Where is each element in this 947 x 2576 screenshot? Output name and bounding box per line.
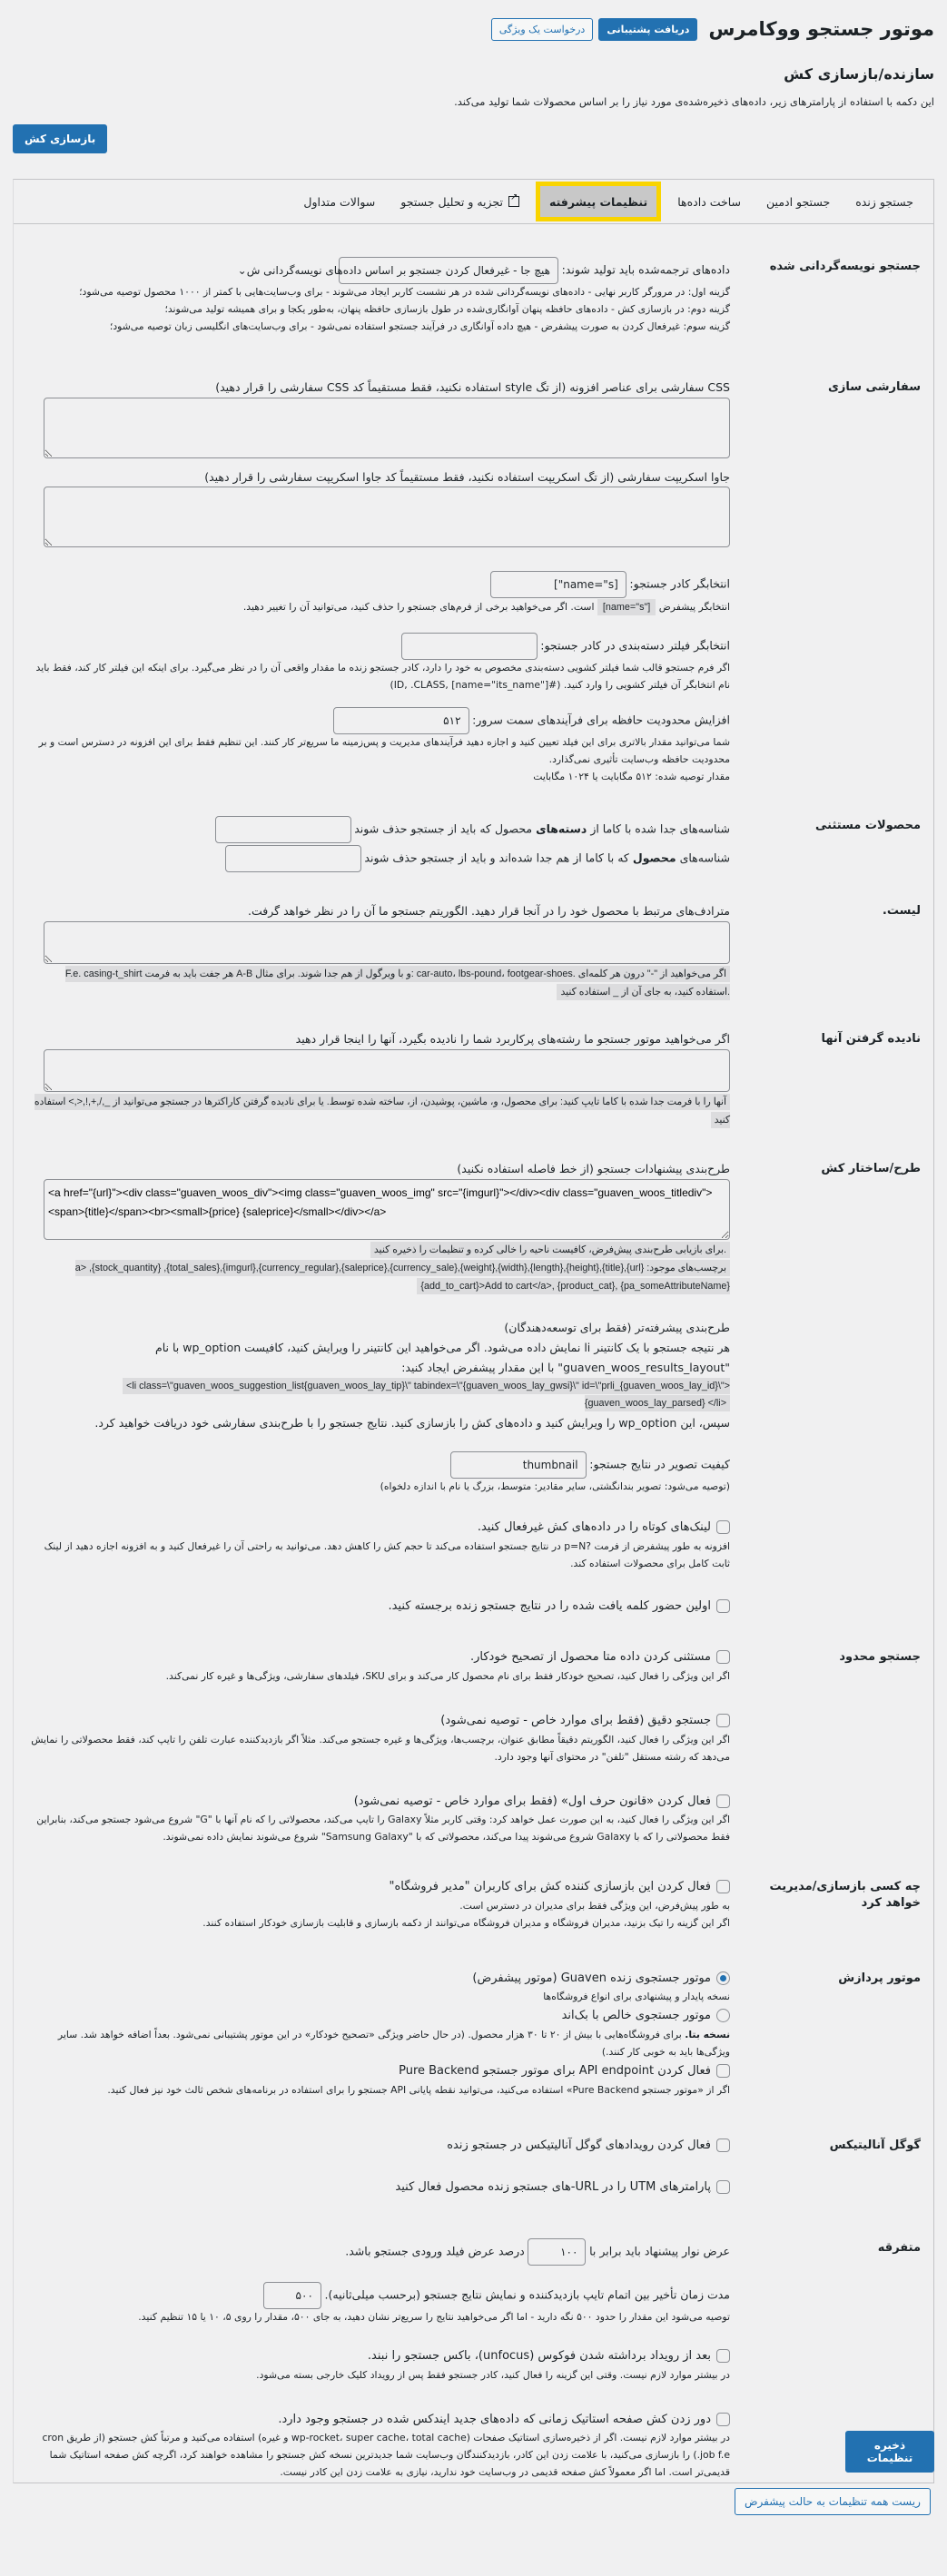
first-letter-checkbox[interactable] <box>716 1794 730 1808</box>
section-label: موتور پردازش <box>838 1971 921 1985</box>
desc-text: شما می‌توانید مقدار بالاتری برای این فیلد تعیین کنید و اجازه دهید فرآیندهای مدیریت و پس‌زمینه ما سریع‌تر کار کنند. این تنظیم فقط برای این افزونه در دسترس است و بر محدودیت حافظه وب‌سایت تأثیری نمی‌گذارد. <box>38 735 730 765</box>
desc-text: انتخابگر پیشفرض <box>658 601 730 614</box>
adv-layout-desc: هر نتیجه جستجو با یک کانتینر li نمایش داده می‌شود. اگر می‌خواهید این کانتینر را ویرایش کنید، کافیست wp_option با نام "guaven_woos_results_layout" با این مقدار پیشفرض ایجاد کنید: <box>155 1340 730 1374</box>
ga-events-checkbox[interactable] <box>716 2138 730 2152</box>
request-feature-button[interactable]: درخواست یک ویژگی <box>491 18 594 41</box>
ignore-textarea[interactable] <box>44 1049 730 1092</box>
section-label: جستجو نویسه‌گردانی شده <box>769 260 921 273</box>
option-desc: گزینه اول: در مرورگر کاربر نهایی - داده‌های نویسه‌گردانی شده در هر نشست کاربر ایجاد می‌شوند - برای وب‌سایت‌هایی با کمتر از ۱۰۰۰ محصول توصیه می‌شود؛ <box>79 286 730 298</box>
desc-text: مقدار توصیه شده: ۵۱۲ مگابایت یا ۱۰۲۴ مگابایت <box>533 770 730 782</box>
label-text: محصول که باید از جستجو حذف شوند <box>354 821 533 836</box>
section-label: سفارشی سازی <box>827 379 921 394</box>
exact-search-checkbox[interactable] <box>716 1714 730 1727</box>
desc-text: اگر این گزینه را تیک بزنید، مدیران فروشگاه و مدیران فروشگاه می‌توانند از دکمه بازسازی و قابلیت بازسازی خودکار استفاده کنند. <box>202 1916 730 1929</box>
tab-search-analytics[interactable] <box>388 180 532 223</box>
adv-layout-code: <li class=\"guaven_woos_suggestion_list{guaven_woos_lay_tip}\" tabindex=\"{guaven_woos_lay_gwsi}\" id=\"prli_{guaven_woos_lay_id}\"> {guaven_woos_lay_parsed} </li> <box>123 1378 730 1412</box>
save-settings-button[interactable]: ذخیره تنظیمات <box>845 2431 934 2473</box>
desc-text: توصیه می‌شود این مقدار را حدود ۵۰۰ نگه دارید - اما اگر می‌خواهید نتایج را سریع‌تر نشان دهید، به جای ۵۰۰، مقدار را روی ۵، ۱۰ یا ۱۵ تنظیم کنید. <box>138 2311 730 2324</box>
tags-desc: برچسب‌های موجود: {url},{title},{height},{length},{width},{weight},{currency_sale},{saleprice},{currency_regular},{imgurl},{total_sales}, {stock_quantity}, <a {add_to_cart}>Add to cart</a>, {product_cat}, {pa_someAttributeName} <box>75 1260 730 1294</box>
field-label: داده‌های ترجمه‌شده باید تولید شوند: <box>561 262 730 277</box>
tab-label: جستجو ادمین <box>766 194 831 209</box>
layout-textarea[interactable] <box>44 1179 730 1240</box>
section-label: محصولات مستثنی <box>815 819 921 833</box>
bypass-cache-checkbox[interactable] <box>716 2413 730 2426</box>
tab-admin-search[interactable] <box>754 180 843 223</box>
label-text: شناسه‌های <box>679 850 730 865</box>
radio-label: موتور جستجوی زنده Guaven (موتور پیشفرض) <box>472 1971 711 1985</box>
exclude-meta-checkbox[interactable] <box>716 1650 730 1664</box>
reset-settings-button[interactable]: ریست همه تنظیمات به حالت پیشفرض <box>735 2488 931 2515</box>
transliteration-select[interactable] <box>237 257 558 284</box>
who-rebuild-section <box>14 1877 933 1932</box>
limited-search-section <box>14 1647 933 1846</box>
tab-label: ساخت داده‌ها <box>677 194 742 209</box>
adv-layout-title: طرح‌بندی پیشرفته‌تر (فقط برای توسعه‌دهندگان) <box>504 1320 730 1334</box>
excluded-products-input[interactable] <box>225 845 361 872</box>
field-label: مترادف‌های مرتبط با محصول خود را در آنجا قرار دهید. الگوریتم جستجو ما آن را در نظر خواهد گرفت. <box>248 904 730 919</box>
field-label: درصد عرض فیلد ورودی جستجو باشد. <box>345 2244 525 2258</box>
desc-text: در بیشتر موارد لازم نیست. وقتی این گزینه را فعال کنید، کادر جستجو فقط پس از رویداد کلیک خارجی بسته می‌شود. <box>256 2368 730 2381</box>
guaven-engine-radio[interactable] <box>716 1971 730 1985</box>
ignore-section <box>14 1029 933 1130</box>
engine-section <box>14 1969 933 2099</box>
section-label: متفرقه <box>877 2241 921 2256</box>
checkbox-label: پارامترهای UTM را در URL-های جستجو زنده محصول فعال کنید <box>395 2180 711 2195</box>
search-selector-input[interactable] <box>490 571 626 598</box>
label-text: شناسه‌های جدا شده با کاما از <box>590 821 730 836</box>
chevron-down-icon: ⌄ <box>237 263 247 277</box>
tab-label: جستجو زنده <box>855 194 913 209</box>
excluded-section <box>14 816 933 872</box>
field-label: مدت زمان تأخیر بین اتمام تایپ بازدیدکننده و نمایش نتایج جستجو (برحسب میلی‌ثانیه). <box>324 2287 730 2302</box>
section-label: جستجو محدود <box>839 1650 921 1665</box>
get-support-button[interactable]: دریافت پشتیبانی <box>598 18 697 41</box>
field-label: افزایش محدودیت حافظه برای فرآیندهای سمت سرور: <box>472 713 730 727</box>
tab-label: تنظیمات پیشرفته <box>548 194 648 209</box>
checkbox-label: فعال کردن API endpoint برای موتور جستجو Pure Backend <box>399 2063 711 2078</box>
rebuild-cache-button[interactable]: بازسازی کش <box>13 124 107 153</box>
checkbox-label: مستثنی کردن داده متا محصول از تصحیح خودکار. <box>469 1650 711 1665</box>
desc-text: اگر این ویژگی را فعال کنید، تصحیح خودکار فقط برای نام محصول کار می‌کند و برای SKU، فیلدهای سفارشی، ویژگی‌ها و غیره کار نمی‌کند. <box>165 1670 730 1683</box>
section-label: طرح/ساختار کش <box>821 1162 921 1176</box>
desc-text: به طور پیش‌فرض، این ویژگی فقط برای مدیران در دسترس است. <box>459 1899 730 1912</box>
analytics-section <box>14 2136 933 2199</box>
ignore-desc: آنها را با فرمت جدا شده با کاما تایپ کنید: برای محصول، و، ماشین، پوشیدن، از، ساخته شده توسط. یا برای نادیده گرفتن کاراکترها در جستجو می‌توانید از _,/,+,!,<,> استفاده کنید <box>35 1094 730 1128</box>
cache-description: این دکمه با استفاده از پارامترهای زیر، داده‌های ذخیره‌شده‌ی مورد نیاز را بر اساس محصولات شما تولید می‌کند. <box>454 95 934 108</box>
field-label: انتخابگر کادر جستجو: <box>629 576 730 591</box>
unfocus-checkbox[interactable] <box>716 2349 730 2363</box>
label-bold: محصول <box>632 850 676 865</box>
option-desc: گزینه دوم: در بازسازی کش - داده‌های حافظه پنهان آوانگاری‌شده در طول بازسازی حافظه پنهان، به‌طور یکجا و برای همیشه تولید می‌شوند؛ <box>164 302 730 315</box>
highlight-checkbox[interactable] <box>716 1599 730 1613</box>
label-text: که با کاما از هم جدا شده‌اند و باید از جستجو حذف شوند <box>364 850 629 865</box>
beta-label: نسخه بتا. <box>685 2029 730 2041</box>
adv-layout-desc: سپس، این wp_option را ویرایش کنید و داده‌های کش را بازسازی کنید. نتایج جستجو را با طرح‌بندی سفارشی خود دریافت خواهید کرد. <box>94 1416 730 1431</box>
label-bold: دسته‌های <box>536 821 587 836</box>
field-label: کیفیت تصویر در نتایج جستجو: <box>589 1457 730 1471</box>
rebuild-row <box>13 124 934 170</box>
cache-heading: سازنده/بازسازی کش <box>784 65 934 83</box>
js-label: جاوا اسکریپت سفارشی (از تگ اسکریپت استفاده نکنید، فقط مستقیماً کد جاوا اسکریپت سفارشی را قرار دهید) <box>204 469 730 484</box>
api-endpoint-checkbox[interactable] <box>716 2064 730 2078</box>
section-label: لیست. <box>882 904 921 919</box>
custom-js-textarea[interactable] <box>44 487 730 547</box>
customization-section <box>14 378 933 786</box>
memory-limit-input[interactable] <box>333 707 469 734</box>
section-label: گوگل آنالیتیکس <box>829 2138 921 2152</box>
pure-backend-radio[interactable] <box>716 2009 730 2022</box>
default-selector-code: [name="s"] <box>597 599 656 615</box>
desc-text: اگر این ویژگی را فعال کنید، به این صورت عمل خواهد کرد: وقتی کاربر مثلاً Galaxy را تایپ می‌کند، محصولاتی را که نام آنها با "G" شروع می‌شود جستجو می‌کند، بنابراین فقط محصولاتی را که با Galaxy شروع می‌شوند پیدا می‌کند، محصولاتی که با "Samsung Galaxy" شروع می‌شوند نمایش داده نمی‌شوند. <box>36 1814 730 1844</box>
category-filter-input[interactable] <box>401 633 538 660</box>
desc-text: اگر فرم جستجو قالب شما فیلتر کشویی دسته‌بندی مخصوص به خود را دارد، کادر جستجو زنده ما مقدار واقعی آن را در نظر می‌گیرد. برای اینکه این فیلتر کار کند، فقط باید نام انتخابگر آن فیلتر کشویی را وارد کنید. (#ID, .CLASS, [name="its_name"]) <box>35 662 730 691</box>
transliteration-section <box>14 257 933 336</box>
select-value: هیچ جا - غیرفعال کردن جستجو بر اساس داده‌های نویسه‌گردانی ش <box>246 263 550 277</box>
page-title: موتور جستجو ووکامرس <box>708 18 934 40</box>
section-label: چه کسی بازسازی/مدیریت خواهد کرد <box>769 1880 921 1910</box>
delay-input[interactable] <box>263 2282 321 2309</box>
synonyms-textarea[interactable] <box>44 921 730 964</box>
desc-text: برای فروشگاه‌هایی با بیش از ۲۰ تا ۳۰ هزار محصول. (در حال حاضر ویژگی «تصحیح خودکار» در این موتور پشتیبانی نمی‌شود. بعداً اضافه خواهد شد. سایر ویژگی‌ها باید به خوبی کار کنند.) <box>57 2029 730 2058</box>
desc-text: است. اگر می‌خواهید برخی از فرم‌های جستجو را حذف کنید، می‌توانید آن را تغییر دهید. <box>242 601 595 614</box>
checkbox-label: فعال کردن رویدادهای گوگل آنالیتیکس در جستجو زنده <box>447 2138 711 2152</box>
image-quality-input[interactable] <box>450 1451 587 1479</box>
option-desc: گزینه سوم: غیرفعال کردن به صورت پیشفرض - هیچ داده آوانگاری در فرآیند جستجو استفاده نمی‌شود - برای وب‌سایت‌های انگلیسی زبان توصیه می‌شود؛ <box>109 320 730 332</box>
synonyms-section <box>14 901 933 1002</box>
checkbox-label: لینک‌های کوتاه را در داده‌های کش غیرفعال کنید. <box>477 1520 711 1535</box>
tab-label: سوالات متداول <box>303 194 376 209</box>
tab-live-search[interactable] <box>843 180 926 223</box>
field-label: طرح‌بندی پیشنهادات جستجو (از خط فاصله استفاده نکنید) <box>457 1162 730 1176</box>
synonyms-desc: اگر می‌خواهید از "-" درون هر کلمه‌ای .car-auto، lbs-pound، footgear-shoes :و با ویرگول از هم جدا شوند. برای مثال A-B هر جفت باید به فرمت F.e. casing-t_shirt .استفاده کنید، به جای آن از _ استفاده کنید <box>65 966 730 1000</box>
desc-text: (توصیه می‌شود: تصویر بندانگشتی، سایر مقادیر: متوسط، بزرگ یا نام با اندازه دلخواه) <box>380 1480 730 1493</box>
utm-checkbox[interactable] <box>716 2180 730 2194</box>
field-label: انتخابگر فیلتر دسته‌بندی در کادر جستجو: <box>540 638 730 653</box>
checkbox-label: فعال کردن «قانون حرف اول» (فقط برای موارد خاص - توصیه نمی‌شود) <box>353 1794 711 1808</box>
shop-manager-checkbox[interactable] <box>716 1880 730 1893</box>
shortlinks-checkbox[interactable] <box>716 1520 730 1534</box>
checkbox-label: فعال کردن این بازسازی کننده کش برای کاربران "مدیر فروشگاه" <box>389 1880 711 1894</box>
custom-css-textarea[interactable] <box>44 398 730 458</box>
excluded-categories-input[interactable] <box>215 816 351 843</box>
radio-label: موتور جستجوی خالص با بک‌اند <box>561 2009 711 2023</box>
layout-section <box>14 1159 933 1617</box>
tab-label: تجزیه و تحلیل جستجو <box>400 194 503 209</box>
settings-panel <box>13 179 934 2483</box>
field-label: اگر می‌خواهید موتور جستجو ما رشته‌های پرکاربرد شما را نادیده بگیرد، آنها را اینجا قرار دهید <box>295 1032 730 1047</box>
checkbox-label: جستجو دقیق (فقط برای موارد خاص - توصیه نمی‌شود) <box>440 1714 711 1728</box>
css-label: CSS سفارشی برای عناصر افزونه (از تگ style استفاده نکنید، فقط مستقیماً کد CSS سفارشی را قرار دهید) <box>215 379 730 394</box>
tab-faq[interactable] <box>291 180 388 223</box>
misc-section <box>14 2238 933 2482</box>
page-header <box>13 0 934 45</box>
external-link-icon <box>508 196 519 207</box>
desc-text: اگر این ویژگی را فعال کنید، الگوریتم دقیقاً مطابق عنوان، برچسب‌ها، ویژگی‌ها و غیره جستجو می‌کند. مثلاً اگر بازدیدکننده عبارت تلفن را تایپ کند، فقط محصولاتی را نمایش می‌دهد که رشته مستقل "تلفن" در محتوای آنها وجود دارد. <box>31 1733 730 1763</box>
tab-advanced-settings[interactable] <box>536 182 661 221</box>
tab-bar <box>14 180 933 224</box>
section-label: نادیده گرفتن آنها <box>821 1032 921 1047</box>
desc-text: در بیشتر موارد لازم نیست. اگر از ذخیره‌سازی استاتیک صفحات (wp-rocket، super cache، total cache و غیره) استفاده می‌کنید و مرتباً کش جستجو (از طریق cron job f.e.) را بازسازی می‌کنید، با علامت زدن این کادر، بازدیدکنندگان وب‌سایت شما جدیدترین نسخه کش جستجو را مشاهده خواهند کرد، اگرچه کش صفحه استاتیک شما قدیمی‌تر است. اما اگر معمولاً کش صفحه قدیمی در وب‌سایت خود ندارید، نیازی به علامت زدن این کادر نیست. <box>42 2432 730 2479</box>
desc-text: افزونه به طور پیشفرض از فرمت ?p=N در نتایج جستجو استفاده می‌کند تا حجم کش را کاهش دهد. می‌توانید به راحتی آن را غیرفعال کنید و به افزونه اجازه دهید از لینک ثابت کامل برای محصولات استفاده کند. <box>44 1539 730 1569</box>
tab-data-building[interactable] <box>665 180 754 223</box>
checkbox-label: اولین حضور کلمه یافت شده را در نتایج جستجو زنده برجسته کنید. <box>388 1598 711 1613</box>
desc-text: نسخه پایدار و پیشنهادی برای انواع فروشگاه‌ها <box>543 1991 730 2003</box>
field-label: عرض نوار پیشنهاد باید برابر با <box>589 2244 730 2258</box>
restore-desc: .برای بازیابی طرح‌بندی پیش‌فرض، کافیست ناحیه را خالی کرده و تنظیمات را ذخیره کنید <box>370 1242 730 1258</box>
checkbox-label: بعد از رویداد برداشته شدن فوکوس (unfocus)، باکس جستجو را نبند. <box>367 2348 711 2363</box>
suggestion-width-input[interactable] <box>528 2238 586 2266</box>
desc-text: اگر از «موتور جستجو Pure Backend» استفاده می‌کنید، می‌توانید نقطه پایانی API جستجو را برای استفاده در برنامه‌های شخص ثالث خود نیز فعال کنید. <box>107 2083 730 2096</box>
checkbox-label: دور زدن کش صفحه استاتیک زمانی که داده‌های جدید ایندکس شده در جستجو وجود دارد. <box>278 2412 711 2426</box>
